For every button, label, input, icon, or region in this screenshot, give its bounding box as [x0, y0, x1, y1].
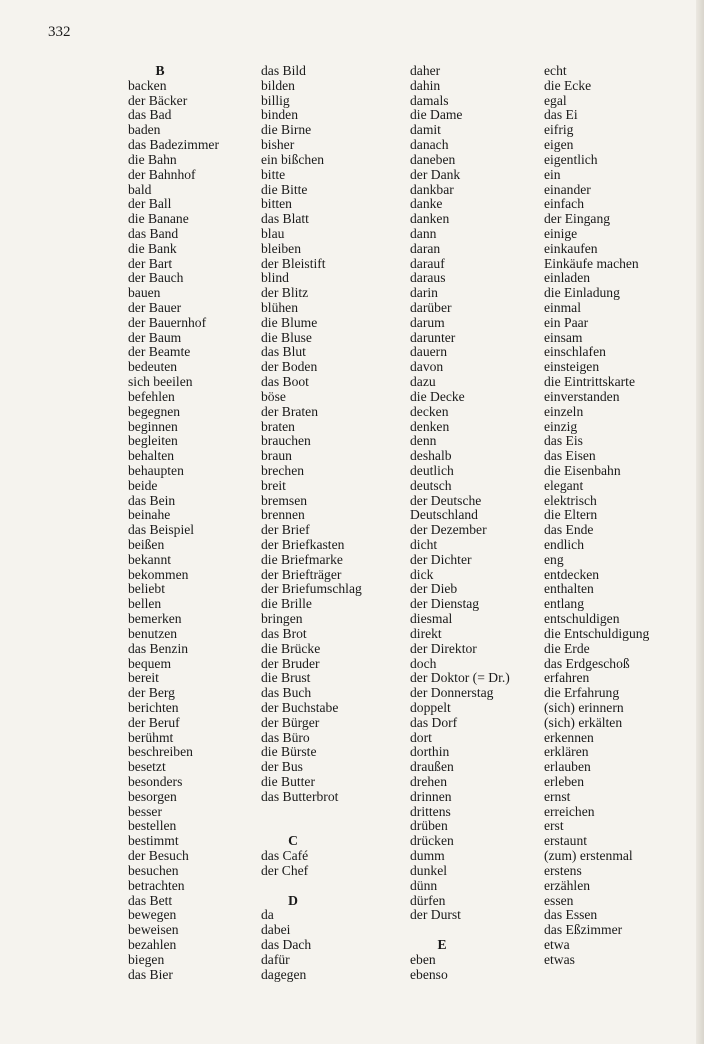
- vocabulary-entry: denn: [410, 433, 437, 449]
- vocabulary-entry: bestellen: [128, 818, 177, 834]
- vocabulary-entry: der Bus: [261, 759, 303, 775]
- vocabulary-entry: ein: [544, 166, 561, 182]
- vocabulary-entry: das Bier: [128, 966, 173, 982]
- vocabulary-entry: bleiben: [261, 240, 302, 256]
- vocabulary-entry: das Ei: [544, 107, 578, 123]
- vocabulary-entry: der Briefkasten: [261, 537, 345, 552]
- vocabulary-entry: das Benzin: [128, 640, 189, 656]
- vocabulary-entry: brauchen: [261, 433, 311, 449]
- vocabulary-entry: daher: [410, 63, 441, 78]
- vocabulary-entry: einmal: [544, 300, 581, 315]
- vocabulary-entry: die Decke: [410, 388, 465, 404]
- vocabulary-entry: die Bürste: [261, 744, 317, 760]
- vocabulary-entry: dabei: [261, 922, 291, 938]
- vocabulary-entry: daraus: [410, 270, 446, 286]
- vocabulary-entry: dankbar: [410, 181, 454, 197]
- vocabulary-entry: bestimmt: [128, 833, 179, 849]
- vocabulary-entry: einsam: [544, 329, 583, 345]
- vocabulary-entry: erzählen: [544, 877, 591, 893]
- vocabulary-entry: erst: [544, 818, 564, 834]
- vocabulary-entry: der Braten: [261, 403, 318, 419]
- vocabulary-entry: der Dank: [410, 166, 461, 182]
- vocabulary-entry: der Dichter: [410, 551, 472, 567]
- vocabulary-entry: drücken: [410, 833, 454, 849]
- vocabulary-entry: dahin: [410, 77, 441, 93]
- vocabulary-entry: der Beamte: [128, 344, 191, 360]
- vocabulary-entry: besonders: [128, 774, 183, 789]
- vocabulary-entry: bisher: [261, 137, 295, 153]
- vocabulary-entry: (sich) erkälten: [544, 714, 623, 730]
- vocabulary-entry: essen: [544, 892, 574, 908]
- vocabulary-entry: danke: [410, 196, 443, 212]
- page-fold-shadow: [696, 0, 704, 1044]
- vocabulary-entry: dauern: [410, 344, 447, 360]
- vocabulary-entry: das Bad: [128, 107, 172, 123]
- vocabulary-entry: erfahren: [544, 670, 590, 686]
- vocabulary-entry: baden: [128, 122, 161, 138]
- vocabulary-entry: die Erde: [544, 640, 590, 656]
- vocabulary-entry: begleiten: [128, 433, 178, 449]
- vocabulary-entry: die Brust: [261, 670, 311, 686]
- vocabulary-entry: einzeln: [544, 403, 584, 419]
- vocabulary-entry: das Eisen: [544, 448, 596, 464]
- vocabulary-entry: damals: [410, 92, 449, 108]
- vocabulary-entry: die Entschuldigung: [544, 625, 650, 641]
- vocabulary-entry: dann: [410, 225, 437, 241]
- vocabulary-entry: die Butter: [261, 774, 315, 789]
- vocabulary-entry: das Ende: [544, 522, 594, 538]
- section-letter-heading: B: [155, 63, 165, 78]
- vocabulary-entry: die Bitte: [261, 181, 308, 197]
- page-number: 332: [48, 24, 71, 40]
- vocabulary-entry: der Ball: [128, 196, 172, 212]
- vocabulary-entry: egal: [544, 92, 567, 108]
- vocabulary-entry: die Brücke: [261, 640, 321, 656]
- vocabulary-entry: daran: [410, 240, 441, 256]
- vocabulary-entry: daneben: [410, 151, 456, 167]
- vocabulary-entry: bezahlen: [128, 936, 177, 952]
- vocabulary-entry: beschreiben: [128, 744, 193, 760]
- vocabulary-entry: die Briefmarke: [261, 551, 343, 567]
- vocabulary-entry: bilden: [261, 77, 295, 93]
- vocabulary-entry: bemerken: [128, 611, 182, 627]
- vocabulary-entry: braun: [261, 448, 292, 464]
- section-letter-heading: C: [288, 833, 298, 849]
- vocabulary-entry: der Bäcker: [128, 92, 188, 108]
- vocabulary-entry: entschuldigen: [544, 611, 620, 627]
- vocabulary-entry: endlich: [544, 537, 585, 552]
- vocabulary-entry: das Dach: [261, 936, 312, 952]
- vocabulary-entry: die Eltern: [544, 507, 598, 523]
- vocabulary-entry: die Erfahrung: [544, 685, 620, 701]
- vocabulary-entry: der Bahnhof: [128, 166, 196, 182]
- vocabulary-entry: besorgen: [128, 788, 177, 804]
- vocabulary-entry: binden: [261, 107, 298, 123]
- vocabulary-column-4: [544, 64, 649, 968]
- vocabulary-entry: breit: [261, 477, 286, 493]
- vocabulary-entry: erlauben: [544, 759, 591, 775]
- vocabulary-entry: damit: [410, 122, 441, 138]
- vocabulary-entry: eifrig: [544, 122, 574, 138]
- vocabulary-entry: erstaunt: [544, 833, 588, 849]
- vocabulary-entry: eigentlich: [544, 151, 598, 167]
- column-spacer: [261, 879, 362, 894]
- vocabulary-entry: darauf: [410, 255, 445, 271]
- vocabulary-entry: betrachten: [128, 877, 185, 893]
- vocabulary-entry: diesmal: [410, 611, 453, 627]
- vocabulary-column-2: [261, 64, 362, 982]
- vocabulary-entry: das Butterbrot: [261, 788, 339, 804]
- vocabulary-entry: denken: [410, 418, 450, 434]
- vocabulary-entry: (sich) erinnern: [544, 699, 624, 715]
- vocabulary-entry: Einkäufe machen: [544, 255, 639, 271]
- vocabulary-entry: begegnen: [128, 403, 181, 419]
- vocabulary-entry: der Dienstag: [410, 596, 480, 612]
- vocabulary-entry: dürfen: [410, 892, 446, 908]
- section-letter-heading: D: [288, 892, 298, 908]
- vocabulary-entry: einverstanden: [544, 388, 620, 404]
- vocabulary-entry: die Brille: [261, 596, 312, 612]
- vocabulary-entry: das Buch: [261, 685, 312, 701]
- vocabulary-entry: das Bett: [128, 892, 173, 908]
- vocabulary-entry: die Dame: [410, 107, 463, 123]
- vocabulary-entry: doppelt: [410, 699, 451, 715]
- vocabulary-entry: der Chef: [261, 862, 309, 878]
- vocabulary-entry: die Eintrittskarte: [544, 374, 635, 390]
- vocabulary-entry: der Berg: [128, 685, 175, 701]
- vocabulary-entry: die Banane: [128, 211, 189, 227]
- vocabulary-entry: elektrisch: [544, 492, 597, 508]
- vocabulary-entry: bellen: [128, 596, 162, 612]
- vocabulary-entry: die Einladung: [544, 285, 620, 301]
- vocabulary-entry: brennen: [261, 507, 305, 523]
- vocabulary-entry: einschlafen: [544, 344, 606, 360]
- vocabulary-entry: das Badezimmer: [128, 137, 219, 153]
- vocabulary-entry: bequem: [128, 655, 172, 671]
- vocabulary-entry: das Brot: [261, 625, 307, 641]
- vocabulary-entry: erleben: [544, 774, 584, 789]
- vocabulary-entry: das Blut: [261, 344, 306, 360]
- vocabulary-entry: der Briefumschlag: [261, 581, 362, 597]
- vocabulary-entry: beliebt: [128, 581, 165, 597]
- vocabulary-entry: darin: [410, 285, 438, 301]
- vocabulary-entry: das Blatt: [261, 211, 309, 227]
- vocabulary-entry: der Besuch: [128, 848, 189, 864]
- vocabulary-entry: einzig: [544, 418, 578, 434]
- vocabulary-entry: sich beeilen: [128, 374, 193, 390]
- vocabulary-entry: eigen: [544, 137, 574, 153]
- vocabulary-entry: einige: [544, 225, 578, 241]
- vocabulary-entry: da: [261, 907, 274, 923]
- vocabulary-entry: drehen: [410, 774, 447, 789]
- vocabulary-entry: backen: [128, 77, 167, 93]
- vocabulary-entry: das Eßzimmer: [544, 922, 623, 938]
- vocabulary-entry: ebenso: [410, 966, 448, 982]
- vocabulary-entry: danken: [410, 211, 450, 227]
- vocabulary-entry: der Bruder: [261, 655, 320, 671]
- vocabulary-entry: besuchen: [128, 862, 179, 878]
- vocabulary-entry: der Brief: [261, 522, 310, 538]
- vocabulary-entry: elegant: [544, 477, 584, 493]
- vocabulary-column-3: [410, 64, 510, 982]
- vocabulary-entry: der Eingang: [544, 211, 611, 227]
- vocabulary-entry: böse: [261, 388, 286, 404]
- vocabulary-entry: berichten: [128, 699, 179, 715]
- section-letter-heading: E: [437, 936, 447, 952]
- vocabulary-entry: der Baum: [128, 329, 182, 345]
- vocabulary-entry: billig: [261, 92, 290, 108]
- vocabulary-entry: der Doktor (= Dr.): [410, 670, 510, 686]
- vocabulary-entry: dumm: [410, 848, 445, 864]
- vocabulary-entry: das Boot: [261, 374, 309, 390]
- vocabulary-entry: berühmt: [128, 729, 174, 745]
- vocabulary-entry: einsteigen: [544, 359, 600, 375]
- vocabulary-entry: der Durst: [410, 907, 461, 923]
- vocabulary-entry: der Donnerstag: [410, 685, 494, 701]
- vocabulary-entry: die Blume: [261, 314, 318, 330]
- vocabulary-entry: darüber: [410, 300, 452, 315]
- vocabulary-entry: der Bleistift: [261, 255, 326, 271]
- vocabulary-entry: der Dezember: [410, 522, 487, 538]
- vocabulary-entry: die Bank: [128, 240, 177, 256]
- vocabulary-entry: deshalb: [410, 448, 452, 464]
- vocabulary-entry: bewegen: [128, 907, 177, 923]
- vocabulary-entry: das Bild: [261, 63, 306, 78]
- vocabulary-entry: davon: [410, 359, 444, 375]
- vocabulary-entry: bauen: [128, 285, 161, 301]
- vocabulary-entry: dafür: [261, 951, 290, 967]
- vocabulary-entry: das Büro: [261, 729, 310, 745]
- vocabulary-entry: der Direktor: [410, 640, 477, 656]
- vocabulary-entry: bekommen: [128, 566, 189, 582]
- vocabulary-entry: brechen: [261, 462, 305, 478]
- vocabulary-entry: erreichen: [544, 803, 595, 819]
- vocabulary-entry: behalten: [128, 448, 175, 464]
- vocabulary-entry: enthalten: [544, 581, 594, 597]
- vocabulary-entry: blühen: [261, 300, 298, 315]
- vocabulary-entry: die Eisenbahn: [544, 462, 621, 478]
- vocabulary-entry: drüben: [410, 818, 448, 834]
- vocabulary-entry: einfach: [544, 196, 584, 212]
- vocabulary-entry: erklären: [544, 744, 589, 760]
- vocabulary-entry: blind: [261, 270, 289, 286]
- vocabulary-entry: biegen: [128, 951, 165, 967]
- vocabulary-entry: etwa: [544, 936, 570, 952]
- vocabulary-entry: darunter: [410, 329, 456, 345]
- vocabulary-entry: blau: [261, 225, 285, 241]
- vocabulary-entry: der Bauer: [128, 300, 182, 315]
- vocabulary-entry: bald: [128, 181, 152, 197]
- vocabulary-entry: eng: [544, 551, 564, 567]
- vocabulary-entry: der Blitz: [261, 285, 309, 301]
- vocabulary-entry: erstens: [544, 862, 582, 878]
- vocabulary-entry: das Café: [261, 848, 309, 864]
- vocabulary-entry: bekannt: [128, 551, 172, 567]
- vocabulary-entry: das Erdgeschoß: [544, 655, 630, 671]
- vocabulary-entry: dick: [410, 566, 434, 582]
- vocabulary-entry: besetzt: [128, 759, 166, 775]
- vocabulary-entry: direkt: [410, 625, 442, 641]
- vocabulary-entry: befehlen: [128, 388, 175, 404]
- vocabulary-entry: dort: [410, 729, 432, 745]
- vocabulary-entry: beißen: [128, 537, 165, 552]
- vocabulary-entry: benutzen: [128, 625, 178, 641]
- vocabulary-entry: besser: [128, 803, 162, 819]
- vocabulary-entry: einkaufen: [544, 240, 598, 256]
- vocabulary-entry: dazu: [410, 374, 436, 390]
- vocabulary-entry: drittens: [410, 803, 451, 819]
- vocabulary-entry: ein Paar: [544, 314, 589, 330]
- vocabulary-column-1: [128, 64, 219, 982]
- vocabulary-entry: der Dieb: [410, 581, 458, 597]
- vocabulary-entry: einladen: [544, 270, 591, 286]
- vocabulary-entry: bringen: [261, 611, 303, 627]
- column-spacer: [410, 923, 510, 938]
- vocabulary-entry: doch: [410, 655, 437, 671]
- vocabulary-entry: dicht: [410, 537, 438, 552]
- vocabulary-entry: dagegen: [261, 966, 307, 982]
- vocabulary-entry: danach: [410, 137, 449, 153]
- vocabulary-entry: entdecken: [544, 566, 600, 582]
- vocabulary-entry: deutlich: [410, 462, 454, 478]
- vocabulary-entry: der Briefträger: [261, 566, 342, 582]
- vocabulary-entry: der Bart: [128, 255, 173, 271]
- vocabulary-entry: bedeuten: [128, 359, 178, 375]
- vocabulary-entry: eben: [410, 951, 436, 967]
- vocabulary-entry: beginnen: [128, 418, 178, 434]
- vocabulary-entry: der Buchstabe: [261, 699, 339, 715]
- vocabulary-entry: drinnen: [410, 788, 452, 804]
- vocabulary-entry: der Deutsche: [410, 492, 482, 508]
- column-spacer: [261, 819, 362, 834]
- vocabulary-entry: draußen: [410, 759, 454, 775]
- vocabulary-entry: das Bein: [128, 492, 176, 508]
- vocabulary-entry: das Dorf: [410, 714, 458, 730]
- vocabulary-entry: deutsch: [410, 477, 452, 493]
- vocabulary-entry: dorthin: [410, 744, 450, 760]
- vocabulary-entry: darum: [410, 314, 445, 330]
- vocabulary-entry: die Bluse: [261, 329, 312, 345]
- vocabulary-entry: die Birne: [261, 122, 312, 138]
- vocabulary-entry: echt: [544, 63, 567, 78]
- vocabulary-entry: Deutschland: [410, 507, 478, 523]
- vocabulary-entry: decken: [410, 403, 449, 419]
- vocabulary-entry: entlang: [544, 596, 585, 612]
- vocabulary-entry: beweisen: [128, 922, 179, 938]
- column-spacer: [261, 805, 362, 820]
- vocabulary-entry: die Bahn: [128, 151, 177, 167]
- vocabulary-entry: der Bürger: [261, 714, 320, 730]
- vocabulary-entry: der Beruf: [128, 714, 180, 730]
- vocabulary-entry: bitte: [261, 166, 286, 182]
- vocabulary-entry: bremsen: [261, 492, 308, 508]
- vocabulary-entry: bereit: [128, 670, 159, 686]
- vocabulary-entry: braten: [261, 418, 295, 434]
- vocabulary-entry: dünn: [410, 877, 438, 893]
- vocabulary-entry: erkennen: [544, 729, 594, 745]
- vocabulary-entry: einander: [544, 181, 591, 197]
- vocabulary-entry: behaupten: [128, 462, 184, 478]
- vocabulary-entry: der Bauernhof: [128, 314, 207, 330]
- vocabulary-entry: das Essen: [544, 907, 598, 923]
- vocabulary-entry: der Bauch: [128, 270, 184, 286]
- vocabulary-entry: (zum) erstenmal: [544, 848, 633, 864]
- vocabulary-entry: beinahe: [128, 507, 171, 523]
- vocabulary-entry: ernst: [544, 788, 571, 804]
- vocabulary-entry: ein bißchen: [261, 151, 325, 167]
- vocabulary-entry: etwas: [544, 951, 575, 967]
- vocabulary-entry: beide: [128, 477, 158, 493]
- vocabulary-entry: die Ecke: [544, 77, 592, 93]
- vocabulary-entry: dunkel: [410, 862, 447, 878]
- vocabulary-entry: bitten: [261, 196, 292, 212]
- vocabulary-entry: das Eis: [544, 433, 583, 449]
- vocabulary-entry: das Beispiel: [128, 522, 195, 538]
- vocabulary-entry: der Boden: [261, 359, 318, 375]
- vocabulary-entry: das Band: [128, 225, 179, 241]
